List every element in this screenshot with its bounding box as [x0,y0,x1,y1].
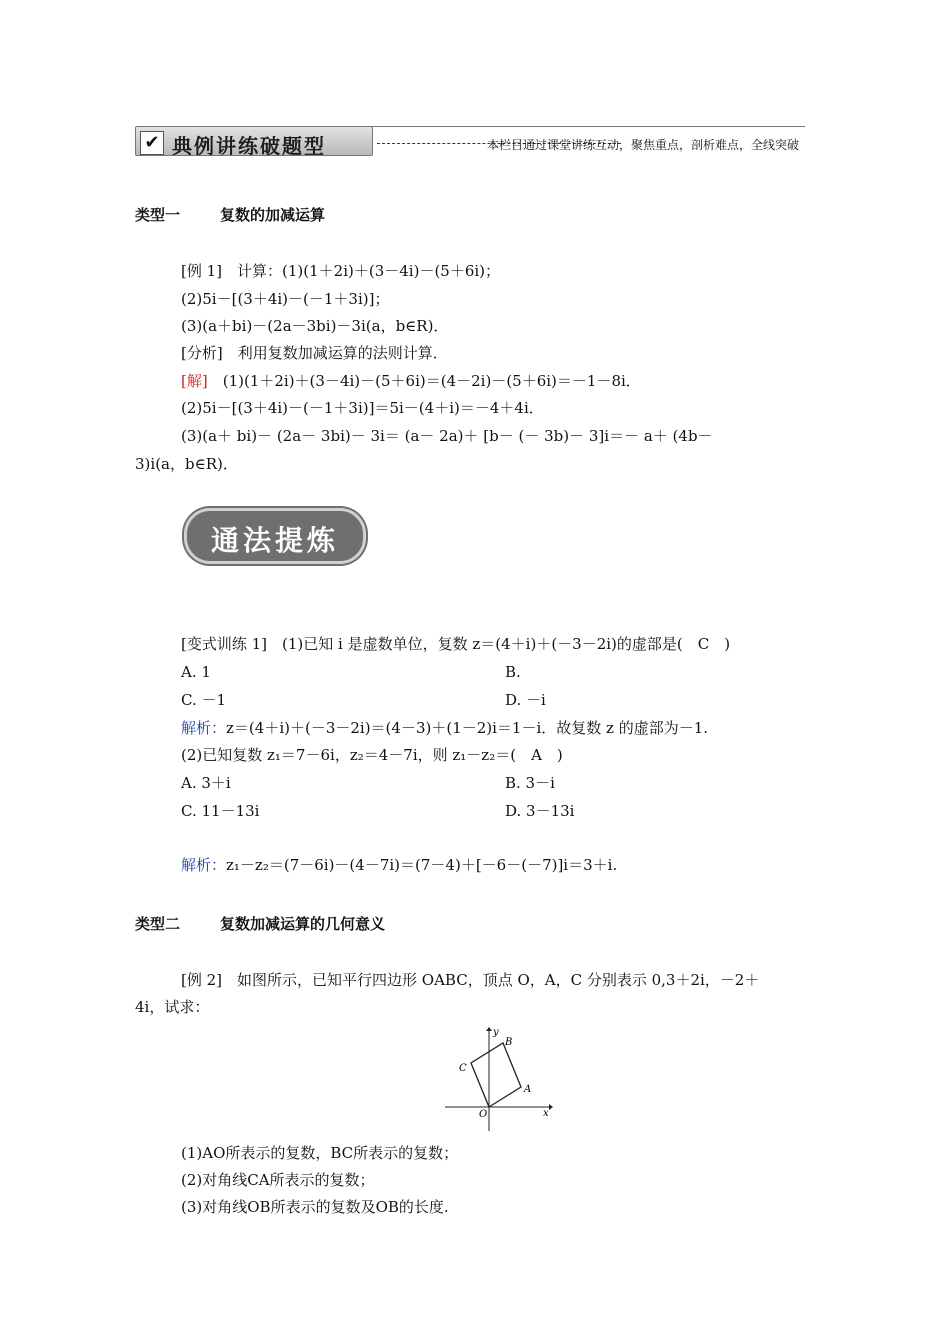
variant1-question2: (2)已知复数 z₁＝7－6i，z₂＝4－7i，则 z₁－z₂＝( A ) [181,746,563,764]
variant1-option-b: B. [505,663,521,681]
label-y: y [493,1027,499,1038]
banner-title: 典例讲练破题型 [172,134,326,158]
label-a: A [524,1084,532,1095]
label-x: x [543,1108,549,1119]
example1-solution3-cont: 3)i(a，b∈R)． [135,455,238,473]
parallelogram-oabc [471,1043,521,1107]
parallelogram-figure [443,1025,558,1135]
variant1-option-a2: A. 3＋i [181,774,231,792]
variant1-option-d: D. －i [505,691,546,709]
answer-tag: 解析： [181,856,227,874]
method-badge [184,508,366,564]
type1-label: 类型一 [135,206,181,224]
label-o: O [479,1109,488,1120]
check-icon: ✔ [140,131,164,155]
banner-rule [371,126,805,127]
solution1-text: (1)(1＋2i)＋(3－4i)－(5＋6i)＝(4－2i)－(5＋6i)＝－1－8i． [207,372,641,390]
example2-line2: 4i，试求： [135,998,210,1016]
variant1-option-a: A. 1 [181,663,211,681]
question-1: (1)AO所表示的复数，BC所表示的复数； [181,1144,459,1162]
variant1-answer1 [181,718,708,738]
example1-solution1 [181,371,641,391]
example1-analysis: [分析] 利用复数加减运算的法则计算． [181,344,448,362]
example1-solution3: (3)(a＋ bi)－ (2a－ 3bi)－ 3i＝ (a－ 2a)＋ [b－ (－ 3b)－ 3]i＝－ a＋ (4b－ [181,427,713,445]
x-axis-arrow [549,1104,553,1110]
solution-tag: [解] [181,372,208,390]
answer2-text: z₁－z₂＝(7－6i)－(4－7i)＝(7－4)＋[－6－(－7)]i＝3＋i. [226,856,618,874]
variant1-question1: [变式训练 1] (1)已知 i 是虚数单位，复数 z＝(4＋i)＋(－3－2i)的虚部是( C ) [181,635,731,653]
y-axis-arrow [486,1027,492,1031]
example1-line2: (2)5i－[(3＋4i)－(－1＋3i)]； [181,290,390,308]
label-c: C [459,1063,467,1074]
section-banner [135,124,805,158]
variant1-option-d2: D. 3－13i [505,802,575,820]
badge-text: 通法提炼 [210,524,339,557]
variant1-option-c: C. －1 [181,691,227,709]
banner-note: 本栏目通过课堂讲练互动，聚焦重点，剖析难点，全线突破 [487,138,800,152]
question-3: (3)对角线OB所表示的复数及OB的长度. [181,1198,449,1216]
variant1-answer2 [181,855,617,875]
answer-tag: 解析： [181,719,227,737]
example1-line1: [例 1] 计算：(1)(1＋2i)＋(3－4i)－(5＋6i)； [181,262,501,280]
example1-solution2: (2)5i－[(3＋4i)－(－1＋3i)]＝5i－(4＋i)＝－4＋4i． [181,399,544,417]
type1-title: 复数的加减运算 [220,206,326,224]
question-2: (2)对角线CA所表示的复数； [181,1171,375,1189]
variant1-option-c2: C. 11－13i [181,802,260,820]
type2-label: 类型二 [135,915,181,933]
answer1-text: z＝(4＋i)＋(－3－2i)＝(4－3)＋(1－2)i＝1－i．故复数 z 的虚部为－1. [226,719,709,737]
type2-title: 复数加减运算的几何意义 [220,915,386,933]
example2-line1: [例 2] 如图所示，已知平行四边形 OABC，顶点 O，A，C 分别表示 0,3＋2i，－2＋ [181,971,760,989]
example1-line3: (3)(a＋bi)－(2a－3bi)－3i(a，b∈R)． [181,317,449,335]
variant1-option-b2: B. 3－i [505,774,555,792]
banner-title-bar [135,126,373,156]
label-b: B [505,1037,513,1048]
